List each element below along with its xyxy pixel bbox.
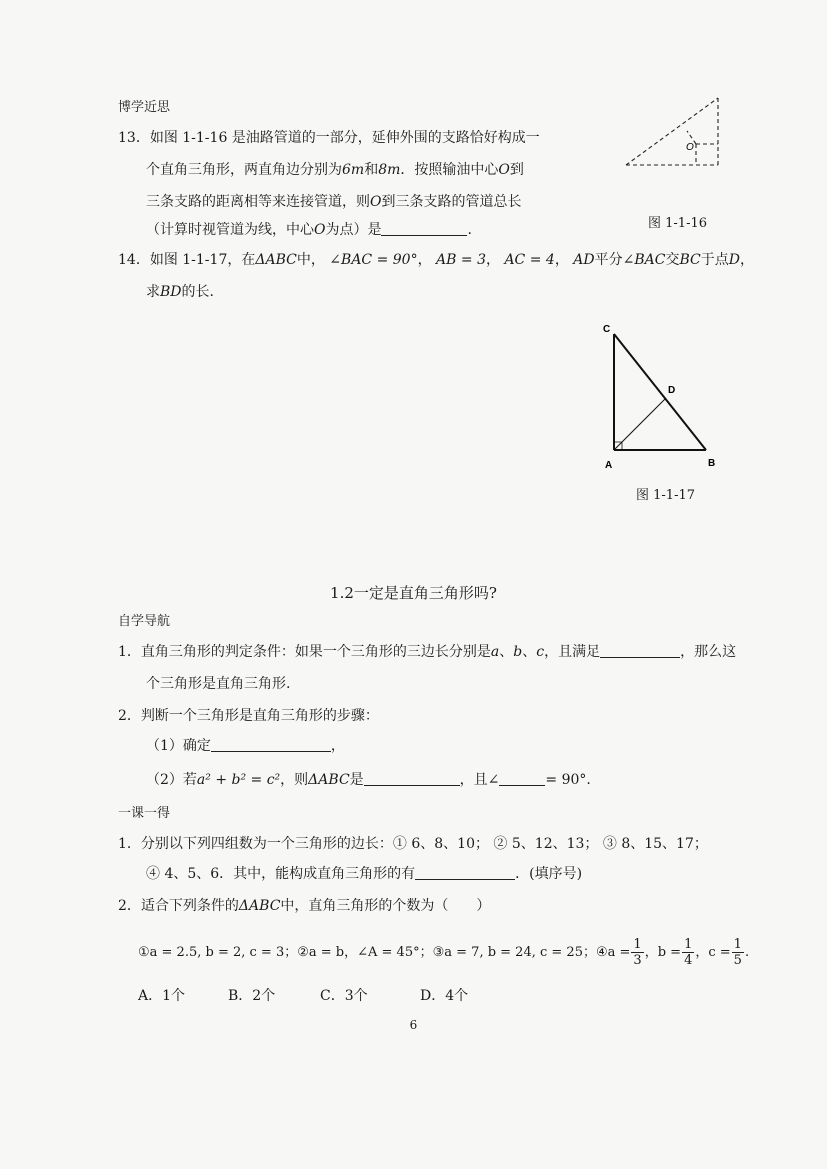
lesson-q2-option-d[interactable]: D．4个 bbox=[420, 988, 469, 1004]
figure-1-1-16-caption: 图 1-1-16 bbox=[648, 216, 708, 231]
pythagorean-equation: a² + b² = c² bbox=[196, 772, 281, 788]
figure-1-1-17 bbox=[596, 318, 726, 476]
text: 交 bbox=[665, 252, 680, 268]
center-o: O bbox=[498, 162, 510, 178]
fraction-one-third bbox=[631, 937, 643, 968]
text: ， bbox=[739, 252, 754, 268]
condition-4: ④a = bbox=[595, 945, 631, 960]
text: 三条支路的距离相等来连接管道，则 bbox=[146, 194, 370, 210]
angle-bac: ∠BAC = 90° bbox=[329, 252, 418, 268]
fig16-center-label: O bbox=[686, 142, 694, 153]
numerator: 1 bbox=[684, 937, 693, 952]
fraction-one-fourth bbox=[682, 937, 694, 968]
self-study-heading: 自学导航 bbox=[118, 614, 171, 629]
text: 求 bbox=[146, 284, 160, 300]
segment-ad: AD bbox=[573, 252, 595, 268]
text: （计算时视管道为线，中心 bbox=[146, 222, 314, 238]
triangle: ΔABC bbox=[255, 252, 297, 268]
condition-1: ①a = 2.5, b = 2, c = 3； bbox=[138, 945, 298, 960]
answer-blank[interactable] bbox=[211, 737, 331, 752]
text: 中，直角三角形的个数为（ ） bbox=[280, 898, 491, 914]
point-d: D bbox=[728, 252, 740, 268]
text: ， bbox=[330, 738, 345, 754]
self-study-item2: 2．判断一个三角形是直角三角形的步骤： bbox=[118, 708, 379, 724]
text: ．(填序号) bbox=[515, 866, 583, 882]
text: 、 bbox=[499, 644, 514, 660]
numerator: 1 bbox=[733, 937, 742, 952]
q13-line1: 13．如图 1-1-16 是油路管道的一部分，延伸外围的支路恰好构成一 bbox=[118, 130, 540, 146]
text: 于点 bbox=[700, 252, 729, 268]
text: （2）若 bbox=[146, 772, 197, 788]
lesson-q2-option-a[interactable]: A．1个 bbox=[138, 988, 186, 1004]
fig16-hypotenuse bbox=[626, 98, 718, 165]
text: 平分 bbox=[594, 252, 623, 268]
lesson-gain-heading: 一课一得 bbox=[118, 806, 171, 821]
fig17-label-d: D bbox=[668, 385, 676, 396]
q14-line1: 14．如图 1-1-17，在ΔABC中， ∠BAC = 90°， AB = 3， AC = 4， AD平分∠BAC交BC于点D， bbox=[118, 252, 754, 268]
q13-line2 bbox=[146, 160, 524, 180]
denominator: 5 bbox=[733, 953, 742, 968]
denominator: 3 bbox=[633, 953, 642, 968]
leg2: 8m bbox=[378, 162, 401, 178]
text: 、 bbox=[522, 644, 537, 660]
angle-bac: ∠BAC bbox=[622, 252, 666, 268]
q14-line2 bbox=[146, 282, 214, 302]
text: 中， bbox=[296, 252, 325, 268]
fig17-label-a: A bbox=[605, 460, 613, 471]
denominator: 4 bbox=[684, 953, 693, 968]
lesson-q2-option-b[interactable]: B．2个 bbox=[228, 988, 276, 1004]
text: . bbox=[744, 945, 750, 960]
condition-2: ②a = b，∠A = 45°； bbox=[297, 945, 433, 960]
text: ④ 4、5、6．其中，能构成直角三角形的有 bbox=[146, 866, 416, 882]
var-c: c bbox=[536, 644, 545, 660]
figure-1-1-16 bbox=[620, 92, 730, 172]
self-study-step1 bbox=[146, 736, 345, 756]
text: 14．如图 1-1-17，在 bbox=[118, 252, 256, 268]
center-o: O bbox=[314, 222, 326, 238]
lesson-q2-option-c[interactable]: C．3个 bbox=[320, 988, 368, 1004]
text: 到三条支路的管道总长 bbox=[381, 194, 522, 210]
fraction-one-fifth bbox=[732, 937, 744, 968]
text: ，且满足 bbox=[544, 644, 601, 660]
text: （1）确定 bbox=[146, 738, 211, 754]
segment-bd: BD bbox=[160, 284, 182, 300]
triangle: ΔABC bbox=[308, 772, 350, 788]
self-study-step2 bbox=[146, 770, 591, 790]
self-study-item1-line2: 个三角形是直角三角形. bbox=[146, 676, 291, 692]
center-o: O bbox=[370, 194, 382, 210]
angle-symbol: ∠ bbox=[487, 772, 500, 788]
self-study-item1-line1 bbox=[118, 642, 736, 662]
fig17-label-b: B bbox=[708, 458, 716, 469]
text: ．按照输油中心 bbox=[400, 162, 499, 178]
triangle: ΔABC bbox=[238, 898, 281, 914]
lesson-q2-conditions bbox=[138, 936, 749, 972]
answer-blank[interactable] bbox=[600, 643, 680, 658]
text: . bbox=[467, 222, 472, 238]
text: 1．直角三角形的判定条件：如果一个三角形的三边长分别是 bbox=[118, 644, 491, 660]
text: 到 bbox=[509, 162, 524, 178]
fig17-label-c: C bbox=[603, 324, 611, 335]
text: 是 bbox=[349, 772, 364, 788]
section-title: 1.2一定是直角三角形吗? bbox=[330, 584, 497, 602]
answer-blank[interactable] bbox=[364, 771, 460, 786]
text: 2．适合下列条件的 bbox=[118, 898, 239, 914]
text: ，c = bbox=[695, 945, 731, 960]
section-heading-exploration: 博学近思 bbox=[118, 100, 171, 115]
text: 的长. bbox=[181, 284, 214, 300]
side-ac: AC = 4 bbox=[504, 252, 555, 268]
text: 个直角三角形，两直角边分别为 bbox=[146, 162, 342, 178]
text: = 90°. bbox=[545, 772, 591, 788]
var-a: a bbox=[490, 644, 500, 660]
lesson-q2 bbox=[118, 896, 490, 916]
side-bc: BC bbox=[679, 252, 701, 268]
lesson-q1-line2 bbox=[146, 864, 582, 884]
condition-3: ③a = 7, b = 24, c = 25； bbox=[432, 945, 596, 960]
fig17-side-bc bbox=[614, 334, 706, 450]
text: ，那么这 bbox=[680, 644, 737, 660]
answer-blank[interactable] bbox=[415, 865, 515, 880]
numerator: 1 bbox=[633, 937, 642, 952]
page-number: 6 bbox=[409, 1018, 418, 1032]
figure-1-1-17-caption: 图 1-1-17 bbox=[636, 488, 696, 503]
text: ，b = bbox=[644, 945, 682, 960]
side-ab: AB = 3 bbox=[436, 252, 486, 268]
leg1: 6m bbox=[342, 162, 365, 178]
text: ，且 bbox=[459, 772, 488, 788]
answer-blank[interactable] bbox=[381, 221, 467, 236]
text: 为点）是 bbox=[325, 222, 382, 238]
text: ，则 bbox=[280, 772, 309, 788]
q13-line3 bbox=[146, 192, 521, 212]
q13-line4 bbox=[146, 220, 472, 240]
text: 和 bbox=[364, 162, 379, 178]
var-b: b bbox=[513, 644, 523, 660]
answer-blank[interactable] bbox=[499, 771, 545, 786]
lesson-q1-line1: 1．分别以下列四组数为一个三角形的边长：① 6、8、10； ② 5、12、13； ③ 8、15、17； bbox=[118, 836, 708, 852]
